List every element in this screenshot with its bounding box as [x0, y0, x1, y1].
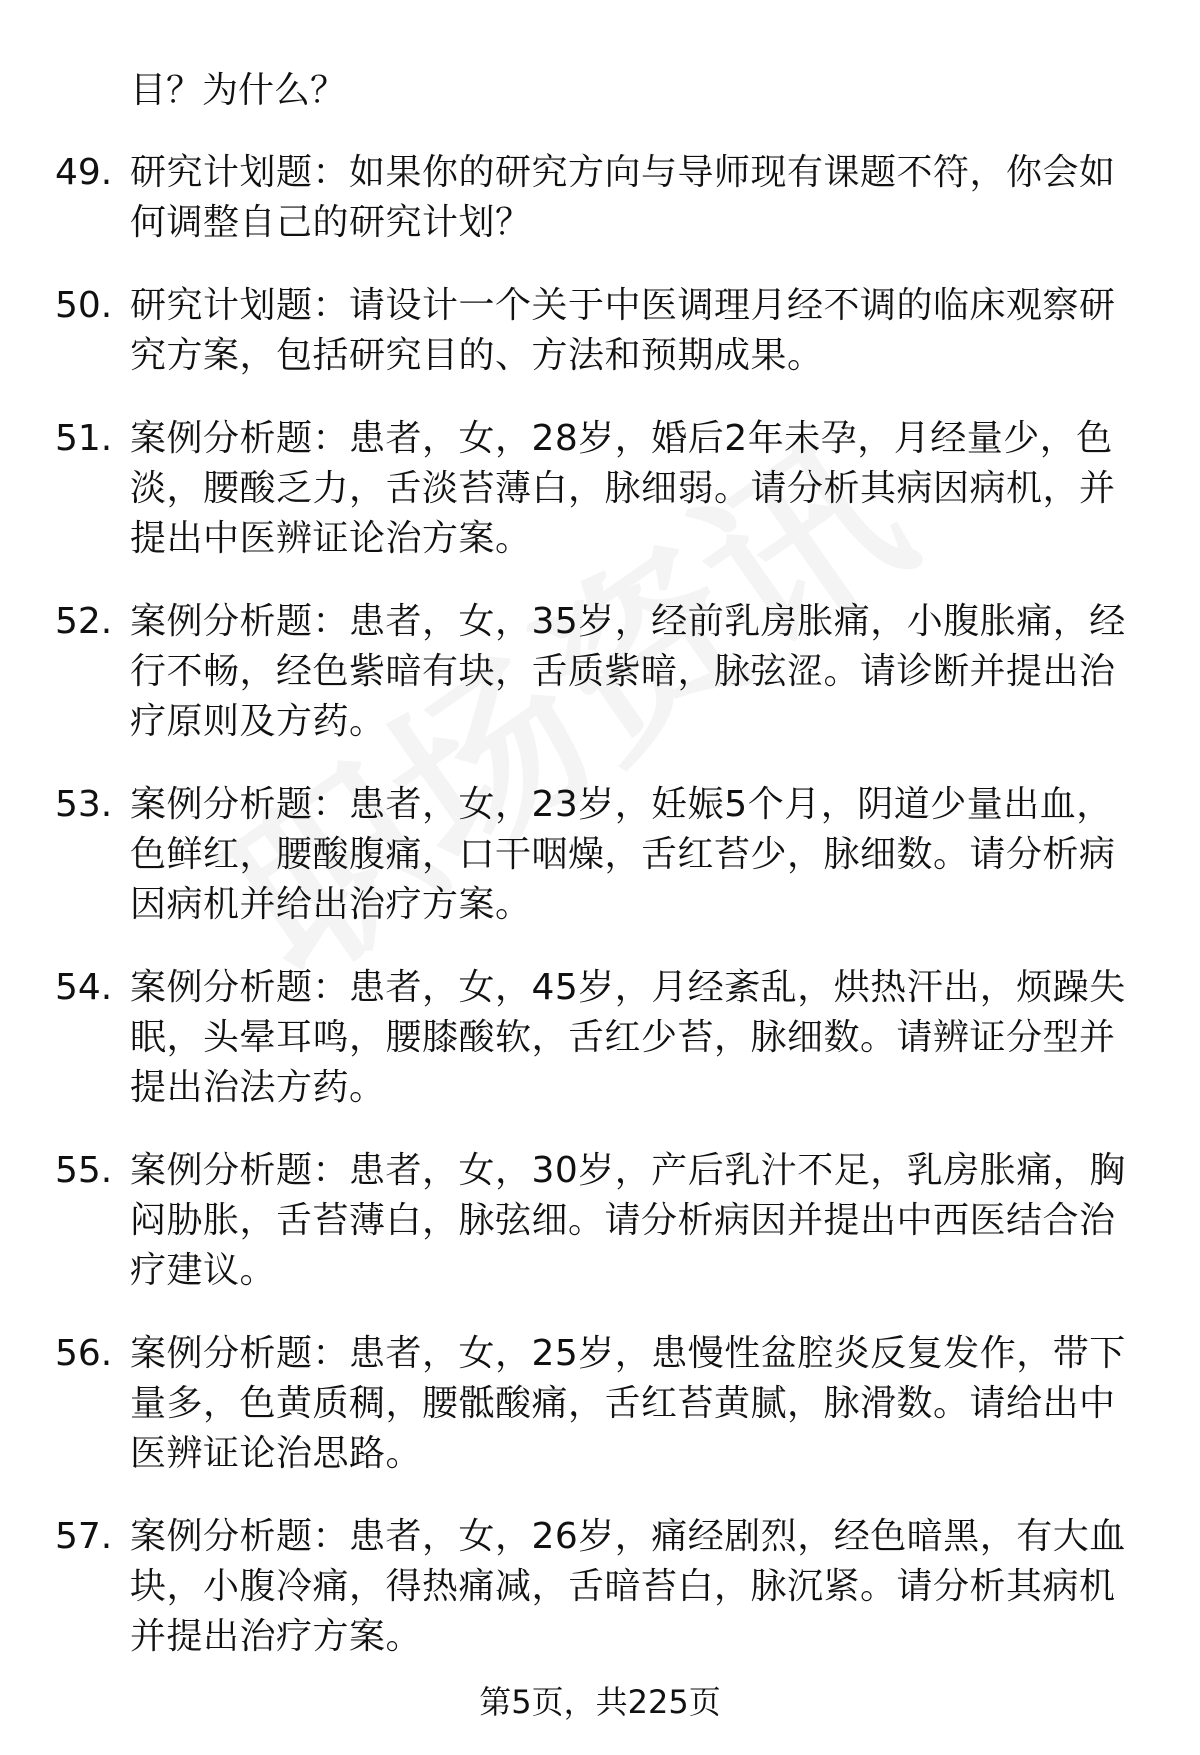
question-text: 案例分析题：患者，女，28岁，婚后2年未孕，月经量少，色淡，腰酸乏力，舌淡苔薄白，脉细弱。请分析其病因病机，并提出中医辨证论治方案。	[130, 418, 1116, 559]
question-number: 50.	[55, 285, 113, 326]
question-item-50	[0, 281, 1200, 381]
question-item-55	[0, 1146, 1200, 1296]
continued-text: 目？为什么？	[130, 70, 347, 111]
question-text: 案例分析题：患者，女，45岁，月经紊乱，烘热汗出，烦躁失眠，头晕耳鸣，腰膝酸软，舌红少苔，脉细数。请辨证分型并提出治法方药。	[130, 967, 1126, 1108]
question-number: 53.	[55, 784, 113, 825]
question-text: 研究计划题：如果你的研究方向与导师现有课题不符，你会如何调整自己的研究计划？	[130, 152, 1116, 243]
question-item-52	[0, 597, 1200, 747]
question-item-49	[0, 148, 1200, 248]
question-list	[0, 148, 1200, 1695]
question-number: 55.	[55, 1150, 113, 1191]
question-number: 51.	[55, 418, 113, 459]
question-number: 54.	[55, 967, 113, 1008]
question-text: 案例分析题：患者，女，23岁，妊娠5个月，阴道少量出血，色鲜红，腰酸腹痛，口干咽燥，舌红苔少，脉细数。请分析病因病机并给出治疗方案。	[130, 784, 1116, 925]
question-item-57	[0, 1512, 1200, 1662]
question-number: 52.	[55, 601, 113, 642]
question-text: 案例分析题：患者，女，26岁，痛经剧烈，经色暗黑，有大血块，小腹冷痛，得热痛减，舌暗苔白，脉沉紧。请分析其病机并提出治疗方案。	[130, 1516, 1126, 1657]
question-text: 案例分析题：患者，女，25岁，患慢性盆腔炎反复发作，带下量多，色黄质稠，腰骶酸痛，舌红苔黄腻，脉滑数。请给出中医辨证论治思路。	[130, 1333, 1126, 1474]
question-number: 56.	[55, 1333, 113, 1374]
question-item-51	[0, 414, 1200, 564]
question-text: 案例分析题：患者，女，35岁，经前乳房胀痛，小腹胀痛，经行不畅，经色紫暗有块，舌质紫暗，脉弦涩。请诊断并提出治疗原则及方药。	[130, 601, 1126, 742]
question-text: 研究计划题：请设计一个关于中医调理月经不调的临床观察研究方案，包括研究目的、方法和预期成果。	[130, 285, 1116, 376]
page-footer: 第5页，共225页	[479, 1683, 721, 1721]
question-number: 49.	[55, 152, 113, 193]
question-item-56	[0, 1329, 1200, 1479]
question-item-53	[0, 780, 1200, 930]
question-text: 案例分析题：患者，女，30岁，产后乳汁不足，乳房胀痛，胸闷胁胀，舌苔薄白，脉弦细。请分析病因并提出中西医结合治疗建议。	[130, 1150, 1126, 1291]
question-item-54	[0, 963, 1200, 1113]
question-number: 57.	[55, 1516, 113, 1557]
